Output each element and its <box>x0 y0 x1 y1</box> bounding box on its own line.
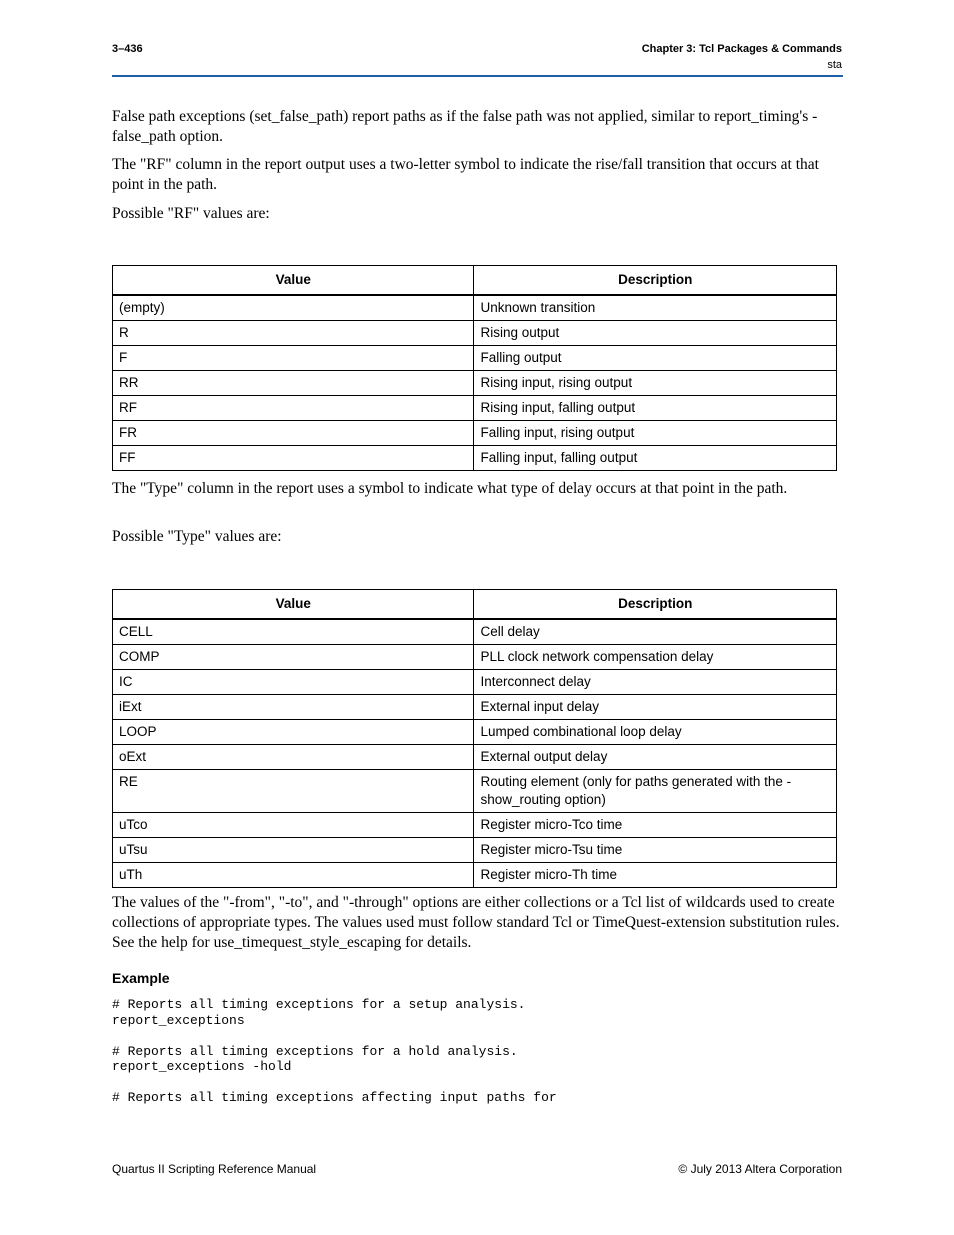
cell-value: R <box>113 321 474 346</box>
table-row <box>113 645 837 670</box>
example-code-block: # Reports all timing exceptions for a setup analysis. report_exceptions # Reports all timing exceptions for a hold analysis. report_exceptions -hold # Reports all timing exceptions affecting input paths for <box>112 997 557 1105</box>
cell-value: COMP <box>113 645 474 670</box>
cell-value: IC <box>113 670 474 695</box>
table-row <box>113 295 837 321</box>
table-row <box>113 346 837 371</box>
page-number: 3–436 <box>112 43 143 55</box>
paragraph-rf-column: The "RF" column in the report output uses a two-letter symbol to indicate the rise/fall transition that occurs at that point in the path. <box>112 156 819 193</box>
type-values-table <box>112 589 837 888</box>
table-row <box>113 371 837 396</box>
cell-value: RF <box>113 396 474 421</box>
cell-description: External input delay <box>474 695 837 720</box>
cell-value: FR <box>113 421 474 446</box>
example-heading: Example <box>112 970 170 986</box>
footer-manual-title: Quartus II Scripting Reference Manual <box>112 1162 317 1176</box>
cell-value: FF <box>113 446 474 471</box>
table-row <box>113 838 837 863</box>
type-table-body <box>113 619 837 888</box>
header-rule <box>112 75 843 77</box>
table-row <box>113 446 837 471</box>
cell-description: Rising input, rising output <box>474 371 837 396</box>
table-header-row <box>113 590 837 620</box>
table-row <box>113 321 837 346</box>
table-row <box>113 745 837 770</box>
table-row <box>113 670 837 695</box>
cell-description: External output delay <box>474 745 837 770</box>
table-row <box>113 720 837 745</box>
cell-value: RR <box>113 371 474 396</box>
cell-description: Rising input, falling output <box>474 396 837 421</box>
rf-values-table <box>112 265 837 471</box>
table-header-row <box>113 266 837 296</box>
table-row <box>113 695 837 720</box>
cell-value: CELL <box>113 619 474 645</box>
table-row <box>113 619 837 645</box>
column-header-value: Value <box>113 590 474 620</box>
cell-value: uTsu <box>113 838 474 863</box>
section-name: sta <box>827 59 842 71</box>
paragraph-type-values-intro: Possible "Type" values are: <box>112 528 282 545</box>
cell-value: uTh <box>113 863 474 888</box>
column-header-description: Description <box>474 266 837 296</box>
cell-value: (empty) <box>113 295 474 321</box>
cell-description: Routing element (only for paths generated with the -show_routing option) <box>474 770 837 813</box>
table-row <box>113 770 837 813</box>
paragraph-false-path: False path exceptions (set_false_path) report paths as if the false path was not applied, similar to report_timing's -false_path option. <box>112 108 818 145</box>
cell-description: Falling input, rising output <box>474 421 837 446</box>
table-row <box>113 813 837 838</box>
cell-description: Interconnect delay <box>474 670 837 695</box>
cell-description: Cell delay <box>474 619 837 645</box>
column-header-value: Value <box>113 266 474 296</box>
cell-description: Rising output <box>474 321 837 346</box>
cell-description: Falling output <box>474 346 837 371</box>
cell-value: F <box>113 346 474 371</box>
column-header-description: Description <box>474 590 837 620</box>
paragraph-rf-values-intro: Possible "RF" values are: <box>112 205 270 222</box>
table-row <box>113 863 837 888</box>
cell-description: Register micro-Tco time <box>474 813 837 838</box>
cell-description: Lumped combinational loop delay <box>474 720 837 745</box>
cell-description: Register micro-Th time <box>474 863 837 888</box>
chapter-title: Chapter 3: Tcl Packages & Commands <box>641 43 842 55</box>
cell-description: Falling input, falling output <box>474 446 837 471</box>
cell-description: PLL clock network compensation delay <box>474 645 837 670</box>
cell-value: oExt <box>113 745 474 770</box>
table-row <box>113 421 837 446</box>
cell-value: LOOP <box>113 720 474 745</box>
paragraph-type-column: The "Type" column in the report uses a symbol to indicate what type of delay occurs at that point in the path. <box>112 480 788 497</box>
cell-value: uTco <box>113 813 474 838</box>
cell-value: iExt <box>113 695 474 720</box>
rf-table-body <box>113 295 837 471</box>
cell-value: RE <box>113 770 474 813</box>
cell-description: Unknown transition <box>474 295 837 321</box>
footer-copyright: © July 2013 Altera Corporation <box>678 1162 842 1176</box>
cell-description: Register micro-Tsu time <box>474 838 837 863</box>
paragraph-options: The values of the "-from", "-to", and "-through" options are either collections or a Tcl list of wildcards used to create collections of appropriate types. The values used must follow standard Tcl or TimeQuest-extension substitution rules. See the help for use_timequest_style_escaping for details. <box>112 894 840 951</box>
table-row <box>113 396 837 421</box>
